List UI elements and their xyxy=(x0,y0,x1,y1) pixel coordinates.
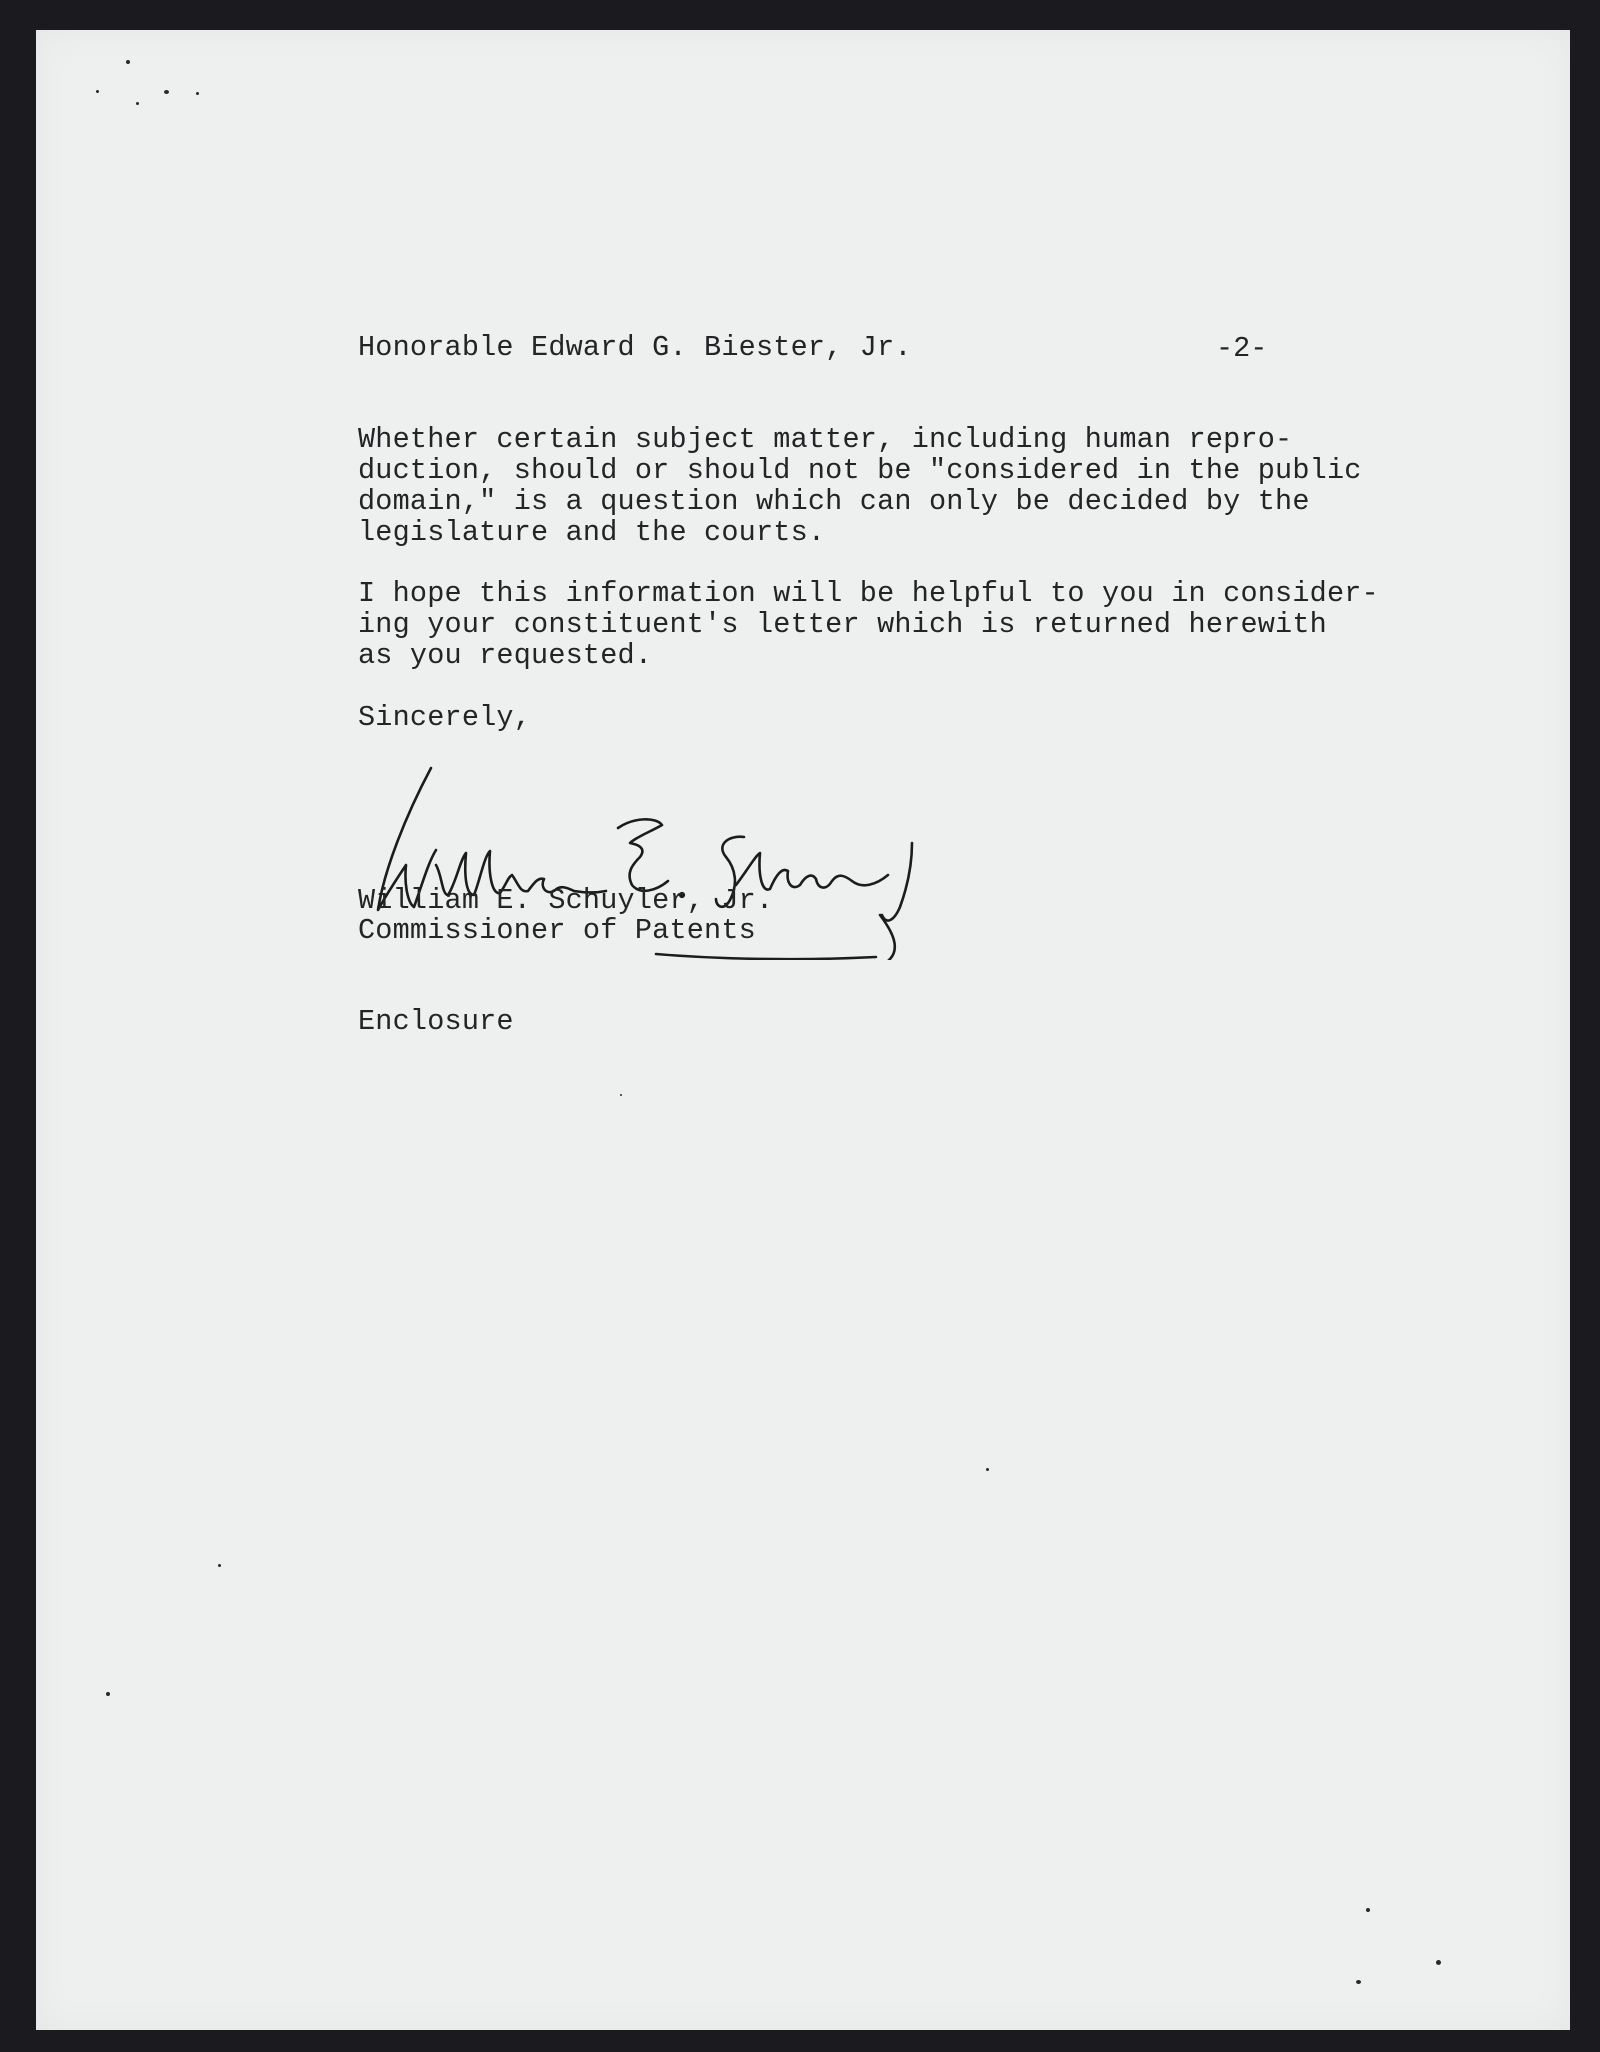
scan-speck xyxy=(1436,1960,1441,1965)
closing: Sincerely, xyxy=(358,701,532,734)
scan-speck xyxy=(620,1094,622,1096)
paragraph-line: I hope this information will be helpful to you in consider- xyxy=(358,577,1379,610)
scan-speck xyxy=(1356,1980,1361,1984)
scan-speck xyxy=(106,1692,110,1696)
paragraph-line: Whether certain subject matter, including human repro- xyxy=(358,423,1293,456)
paragraph-line: ing your constituent's letter which is returned herewith xyxy=(358,608,1327,641)
scan-speck xyxy=(986,1468,989,1471)
paragraph-line: legislature and the courts. xyxy=(358,516,826,549)
letter-page xyxy=(36,30,1570,2030)
signer-title: Commissioner of Patents xyxy=(358,914,756,947)
scan-speck xyxy=(1366,1908,1370,1912)
scan-speck xyxy=(136,102,139,105)
paragraph-line: domain," is a question which can only be decided by the xyxy=(358,485,1310,518)
enclosure-note: Enclosure xyxy=(358,1005,514,1038)
scan-speck xyxy=(218,1564,221,1567)
addressee-line: Honorable Edward G. Biester, Jr. xyxy=(358,331,912,364)
paragraph-line: duction, should or should not be "considered in the public xyxy=(358,454,1362,487)
page-number: -2- xyxy=(1216,332,1268,365)
scan-speck xyxy=(164,90,169,94)
scan-speck xyxy=(96,90,99,93)
signer-name: William E. Schuyler, Jr. xyxy=(358,884,774,917)
paragraph-line: as you requested. xyxy=(358,639,653,672)
scan-speck xyxy=(126,60,130,64)
scan-speck xyxy=(196,92,199,95)
